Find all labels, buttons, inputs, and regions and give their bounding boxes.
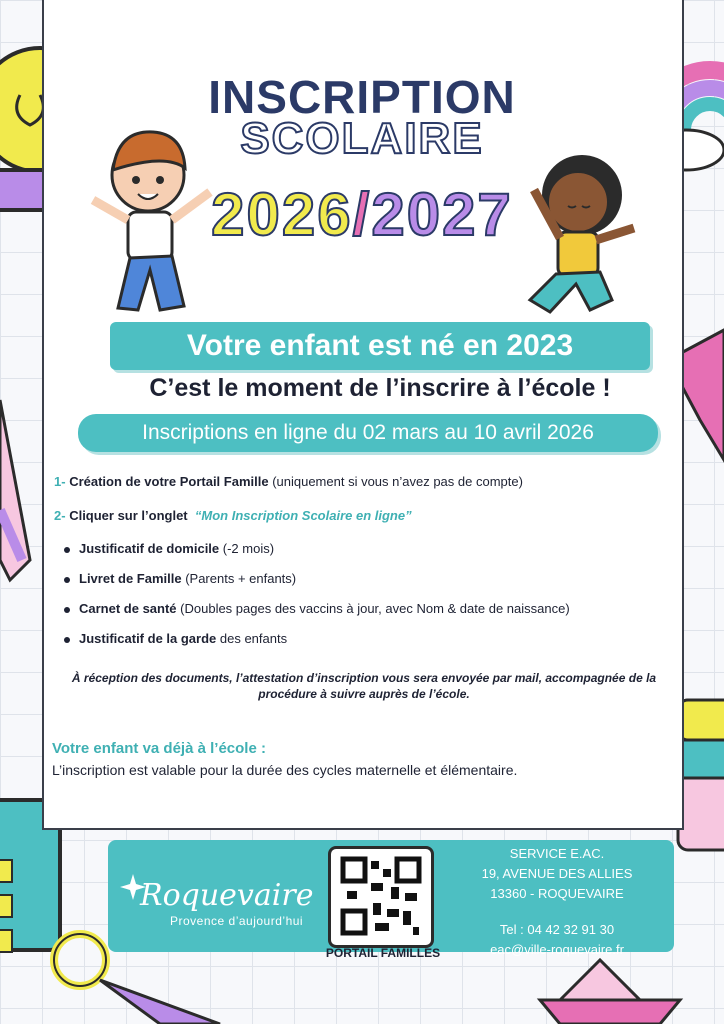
document-bold: Carnet de santé — [79, 601, 177, 616]
subheadline: C’est le moment de l’inscrire à l’école ! — [149, 374, 611, 402]
town-tagline: Provence d’aujourd’hui — [170, 914, 304, 928]
bullet-icon — [64, 577, 70, 583]
dates-text: Inscriptions en ligne du 02 mars au 10 avril 2026 — [142, 421, 594, 444]
email-link[interactable]: eac@ville-roquevaire.fr — [490, 942, 624, 957]
headline-banner — [110, 322, 650, 370]
document-bold: Justificatif de domicile — [79, 541, 220, 556]
year-separator: / — [352, 181, 372, 248]
street-address: 19, AVENUE DES ALLIES — [481, 866, 633, 881]
bullet-icon — [64, 547, 70, 553]
step-bold: Cliquer sur l’onglet — [69, 508, 188, 523]
step-number: 2- — [54, 508, 66, 523]
step-2 — [54, 508, 412, 523]
reception-note: À réception des documents, l’attestation d’inscription vous sera envoyée par mail, accompagnée de la procédure à suivre auprès de l’école. — [71, 671, 657, 701]
qr-code-icon — [331, 849, 431, 945]
step-rest: (uniquement si vous n’avez pas de compte) — [268, 474, 523, 489]
city-address: 13360 - ROQUEVAIRE — [490, 886, 624, 901]
already-at-school-title: Votre enfant va déjà à l’école : — [52, 740, 266, 757]
document-item — [64, 571, 296, 586]
document-item — [64, 541, 274, 556]
school-year — [0, 180, 724, 249]
bullet-icon — [64, 607, 70, 613]
document-rest: (-2 mois) — [219, 541, 275, 556]
year-second: 2027 — [371, 181, 513, 248]
eraser-illustration — [678, 700, 724, 850]
document-item — [64, 631, 287, 646]
town-logo: Roquevaire — [140, 878, 314, 913]
step-bold: Création de votre Portail Famille — [69, 474, 269, 489]
document-rest: (Doubles pages des vaccins à jour, avec Nom & date de naissance) — [176, 601, 570, 616]
already-at-school-body: L’inscription est valable pour la durée des cycles maternelle et élémentaire. — [52, 762, 518, 778]
qr-label: PORTAIL FAMILLES — [325, 946, 441, 960]
document-rest: (Parents + enfants) — [181, 571, 297, 586]
title-scolaire: SCOLAIRE — [240, 114, 484, 163]
dates-banner — [78, 414, 658, 452]
document-bold: Justificatif de la garde — [79, 631, 217, 646]
step-number: 1- — [54, 474, 66, 489]
document-rest: des enfants — [216, 631, 288, 646]
phone-number[interactable]: Tel : 04 42 32 91 30 — [499, 922, 615, 937]
step-1 — [54, 474, 523, 489]
service-name: SERVICE E.AC. — [509, 846, 605, 861]
year-first: 2026 — [211, 181, 353, 248]
bullet-icon — [64, 637, 70, 643]
document-item — [64, 601, 570, 616]
document-bold: Livret de Famille — [79, 571, 182, 586]
qr-code[interactable] — [328, 846, 434, 948]
paper-boat-illustration — [540, 960, 680, 1024]
portal-tab-name: “Mon Inscription Scolaire en ligne” — [194, 508, 412, 523]
title-inscription: INSCRIPTION — [208, 71, 516, 123]
pencil-illustration — [0, 400, 30, 580]
headline-text: Votre enfant est né en 2023 — [186, 329, 574, 362]
